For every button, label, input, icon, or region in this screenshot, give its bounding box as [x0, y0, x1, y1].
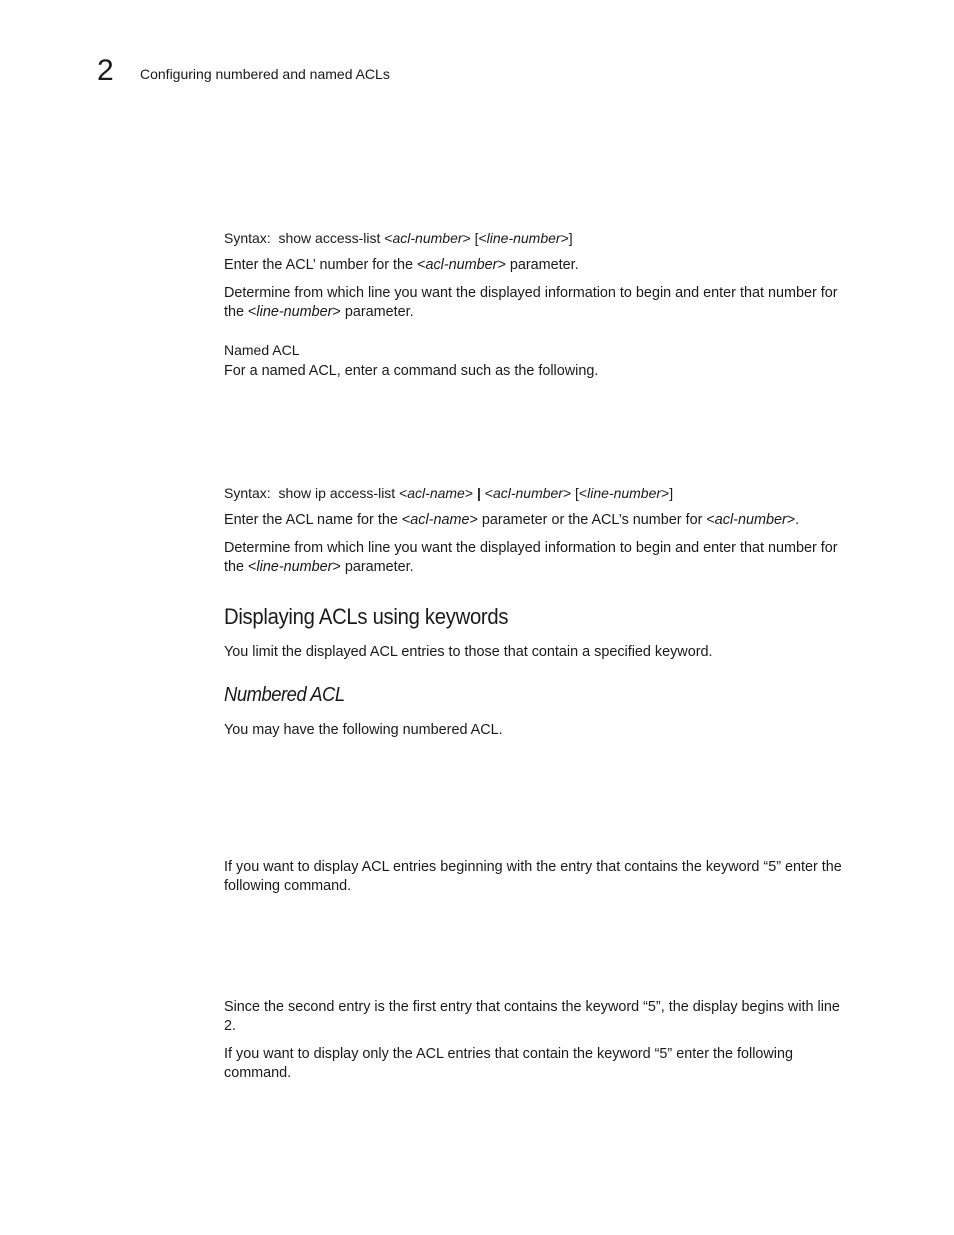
paragraph-line-number-2: [224, 539, 838, 577]
paragraph-text: parameter.: [505, 257, 579, 273]
paragraph-line: 2.: [224, 1018, 237, 1034]
paragraph-line: command.: [224, 1065, 292, 1081]
syntax-line-access-list: Syntax: show access-list <acl-number> [<line-number>]: [224, 230, 573, 246]
named-acl-heading: Named ACL: [224, 342, 300, 358]
paragraph-arg: acl-number: [425, 257, 498, 273]
section-heading: Displaying ACLs using keywords: [224, 604, 509, 629]
paragraph-text: Enter the ACL’ number for the: [224, 257, 418, 273]
syntax-arg-acl-name: acl-name: [407, 485, 465, 501]
section-intro: You limit the displayed ACL entries to those that contain a specified keyword.: [224, 644, 713, 660]
syntax-command: show access-list: [278, 230, 381, 246]
paragraph-text: parameter or the ACL’s number for: [477, 512, 707, 528]
paragraph-line: following command.: [224, 878, 352, 894]
running-header-title: Configuring numbered and named ACLs: [140, 66, 390, 82]
paragraph-line: the <line-number> parameter.: [224, 304, 414, 320]
paragraph-text: the: [224, 559, 249, 575]
paragraph-text: .: [795, 512, 800, 528]
subsection-intro: You may have the following numbered ACL.: [224, 722, 503, 738]
paragraph-display-begins: [224, 998, 840, 1036]
paragraph-line: Determine from which line you want the displayed information to begin and enter that number for: [224, 285, 838, 301]
paragraph-line: If you want to display ACL entries beginning with the entry that contains the keyword “5” enter the: [224, 859, 842, 875]
syntax-separator: |: [476, 485, 481, 501]
syntax-line-ip-access-list: Syntax: show ip access-list <acl-name> | <acl-number> [<line-number>]: [224, 485, 674, 501]
subsection-heading: Numbered ACL: [224, 684, 345, 706]
paragraph-arg: acl-number: [714, 512, 787, 528]
paragraph-line: the <line-number> parameter.: [224, 559, 414, 575]
syntax-arg-acl-number: acl-number: [492, 485, 563, 501]
syntax-label: Syntax:: [224, 230, 271, 246]
paragraph-arg: line-number: [256, 304, 333, 320]
syntax-arg-acl-number: acl-number: [392, 230, 463, 246]
paragraph-text: parameter.: [340, 304, 414, 320]
paragraph-text: the: [224, 304, 249, 320]
paragraph-line: If you want to display only the ACL entries that contain the keyword “5” enter the following: [224, 1046, 794, 1062]
paragraph-keyword-only: [224, 1045, 793, 1083]
paragraph-arg: acl-name: [410, 512, 470, 528]
paragraph-line-number-1: [224, 284, 838, 322]
syntax-arg-line-number: line-number: [486, 230, 561, 246]
syntax-label: Syntax:: [224, 485, 271, 501]
chapter-number: 2: [97, 54, 114, 87]
paragraph-text: parameter.: [340, 559, 414, 575]
paragraph-acl-number: Enter the ACL’ number for the <acl-number> parameter.: [224, 257, 579, 273]
syntax-arg-line-number: line-number: [587, 485, 662, 501]
paragraph-line: Determine from which line you want the displayed information to begin and enter that number for: [224, 540, 838, 556]
paragraph-arg: line-number: [256, 559, 333, 575]
syntax-command: show ip access-list: [278, 485, 396, 501]
paragraph-text: Enter the ACL name for the: [224, 512, 402, 528]
named-acl-text: For a named ACL, enter a command such as the following.: [224, 363, 599, 379]
paragraph-acl-name: Enter the ACL name for the <acl-name> parameter or the ACL’s number for <acl-number>.: [224, 512, 800, 528]
paragraph-line: Since the second entry is the first entry that contains the keyword “5”, the display begins with line: [224, 999, 840, 1015]
paragraph-keyword-begin: [224, 858, 842, 896]
